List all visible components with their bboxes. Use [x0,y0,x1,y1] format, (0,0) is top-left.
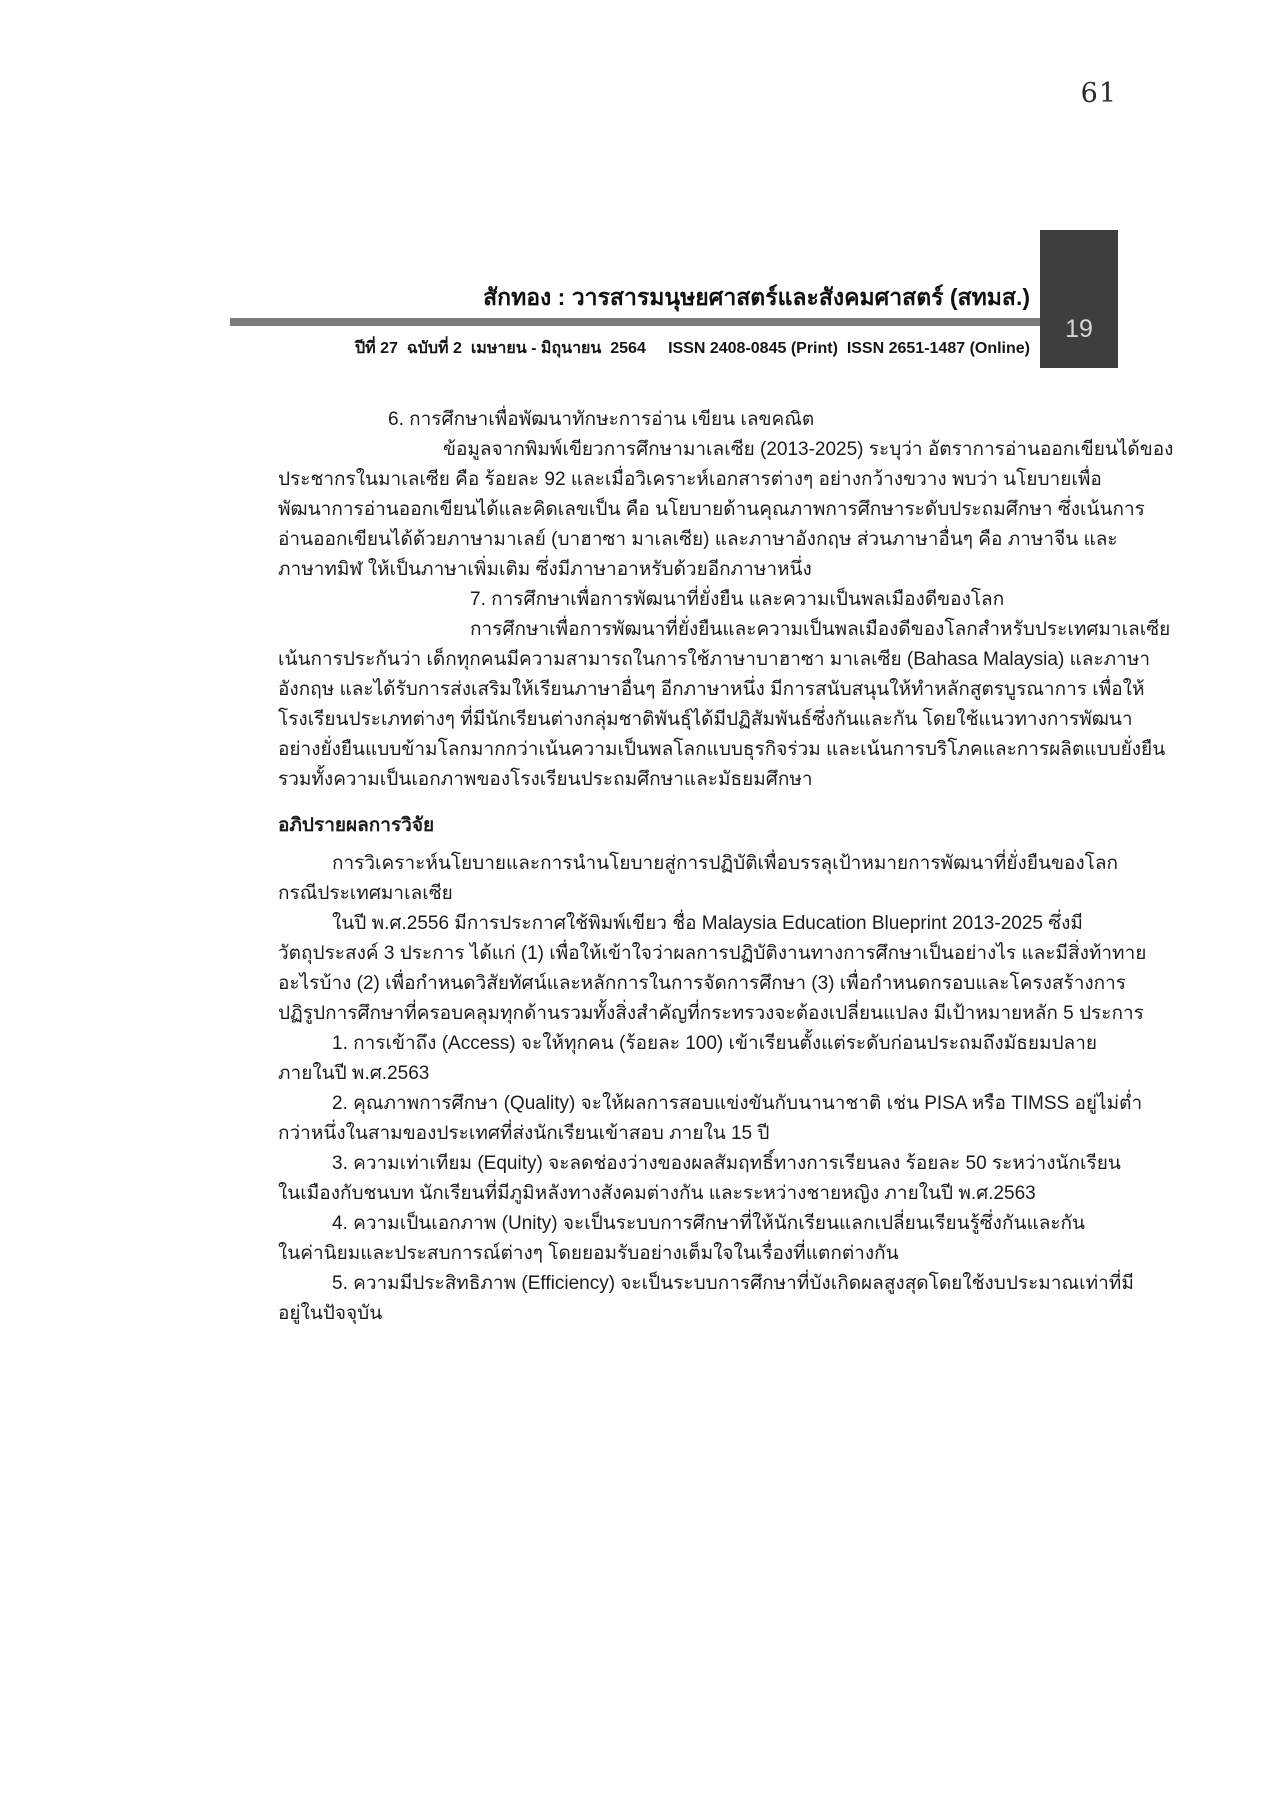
text-line: การศึกษาเพื่อการพัฒนาที่ยั่งยืนและความเป็นพลเมืองดีของโลกสำหรับประเทศมาเลเซีย [470,619,1171,640]
text-line: โรงเรียนประเภทต่างๆ ที่มีนักเรียนต่างกลุ่มชาติพันธุ์ได้มีปฏิสัมพันธ์ซึ่งกันและกัน โดยใช้แนวทางการพัฒนา [278,709,1133,730]
section-tab-number: 19 [1065,315,1093,343]
text-line: ในปี พ.ศ.2556 มีการประกาศใช้พิมพ์เขียว ชื่อ Malaysia Education Blueprint 2013-2025 ซึ่งมี [332,913,1083,934]
text-line: อย่างยั่งยืนแบบข้ามโลกมากกว่าเน้นความเป็นพลโลกแบบธุรกิจร่วม และเน้นการบริโภคและการผลิตแบบยั่งยืน [278,739,1166,760]
text-line: 5. ความมีประสิทธิภาพ (Efficiency) จะเป็นระบบการศึกษาที่บังเกิดผลสูงสุดโดยใช้งบประมาณเท่าที่มี [332,1273,1134,1294]
text-line: 7. การศึกษาเพื่อการพัฒนาที่ยั่งยืน และความเป็นพลเมืองดีของโลก [470,589,1005,610]
page-number: 61 [1080,78,1117,109]
text-line: อะไรบ้าง (2) เพื่อกำหนดวิสัยทัศน์และหลักการในการจัดการศึกษา (3) เพื่อกำหนดกรอบและโครงสร้างการ [278,973,1127,994]
text-line: ภายในปี พ.ศ.2563 [278,1063,430,1084]
header-divider [230,318,1040,326]
text-line: 6. การศึกษาเพื่อพัฒนาทักษะการอ่าน เขียน เลขคณิต [388,409,815,430]
text-line: อ่านออกเขียนได้ด้วยภาษามาเลย์ (บาฮาซา มาเลเซีย) และภาษาอังกฤษ ส่วนภาษาอื่นๆ คือ ภาษาจีน และ [278,529,1118,550]
text-line: รวมทั้งความเป็นเอกภาพของโรงเรียนประถมศึกษาและมัธยมศึกษา [278,769,813,790]
issue-info: ปีที่ 27 ฉบับที่ 2 เมษายน - มิถุนายน 2564 ISSN 2408-0845 (Print) ISSN 2651-1487 (Online) [354,340,1030,357]
section-heading: อภิปรายผลการวิจัย [278,815,435,836]
text-line: ภาษาทมิฬ ให้เป็นภาษาเพิ่มเติม ซึ่งมีภาษาอาหรับด้วยอีกภาษาหนึ่ง [278,559,812,580]
section-tab [1040,230,1118,368]
text-line: ในค่านิยมและประสบการณ์ต่างๆ โดยยอมรับอย่างเต็มใจในเรื่องที่แตกต่างกัน [278,1243,899,1264]
text-line: 3. ความเท่าเทียม (Equity) จะลดช่องว่างของผลสัมฤทธิ์ทางการเรียนลง ร้อยละ 50 ระหว่างนักเรียน [332,1153,1121,1174]
text-line: ประชากรในมาเลเซีย คือ ร้อยละ 92 และเมื่อวิเคราะห์เอกสารต่างๆ อย่างกว้างขวาง พบว่า นโยบายเพื่อ [278,469,1102,490]
text-line: ในเมืองกับชนบท นักเรียนที่มีภูมิหลังทางสังคมต่างกัน และระหว่างชายหญิง ภายในปี พ.ศ.2563 [278,1183,1036,1204]
text-line: การวิเคราะห์นโยบายและการนำนโยบายสู่การปฏิบัติเพื่อบรรลุเป้าหมายการพัฒนาที่ยั่งยืนของโลก [332,853,1118,874]
text-line: อังกฤษ และได้รับการส่งเสริมให้เรียนภาษาอื่นๆ อีกภาษาหนึ่ง มีการสนับสนุนให้ทำหลักสูตรบูรณาการ เพื่อให้ [278,679,1145,700]
text-line: 1. การเข้าถึง (Access) จะให้ทุกคน (ร้อยละ 100) เข้าเรียนตั้งแต่ระดับก่อนประถมถึงมัธยมปลาย [332,1033,1097,1054]
text-line: 2. คุณภาพการศึกษา (Quality) จะให้ผลการสอบแข่งขันกับนานาชาติ เช่น PISA หรือ TIMSS อยู่ไม่ต่ำ [332,1093,1143,1114]
text-line: ข้อมูลจากพิมพ์เขียวการศึกษามาเลเซีย (2013-2025) ระบุว่า อัตราการอ่านออกเขียนได้ของ [443,439,1174,460]
text-line: ปฏิรูปการศึกษาที่ครอบคลุมทุกด้านรวมทั้งสิ่งสำคัญที่กระทรวงจะต้องเปลี่ยนแปลง มีเป้าหมายหลัก 5 ประการ [278,1003,1144,1024]
text-line: เน้นการประกันว่า เด็กทุกคนมีความสามารถในการใช้ภาษาบาฮาซา มาเลเซีย (Bahasa Malaysia) และภาษา [278,649,1151,670]
text-line: พัฒนาการอ่านออกเขียนได้และคิดเลขเป็น คือ นโยบายด้านคุณภาพการศึกษาระดับประถมศึกษา ซึ่งเน้นการ [278,499,1145,520]
text-line: กว่าหนึ่งในสามของประเทศที่ส่งนักเรียนเข้าสอบ ภายใน 15 ปี [278,1123,770,1144]
text-line: อยู่ในปัจจุบัน [278,1303,383,1324]
text-line: 4. ความเป็นเอกภาพ (Unity) จะเป็นระบบการศึกษาที่ให้นักเรียนแลกเปลี่ยนเรียนรู้ซึ่งกันและกัน [332,1213,1086,1234]
journal-title: สักทอง : วารสารมนุษยศาสตร์และสังคมศาสตร์ (สทมส.) [483,284,1030,310]
article-body [278,405,1174,1329]
text-line: วัตถุประสงค์ 3 ประการ ได้แก่ (1) เพื่อให้เข้าใจว่าผลการปฏิบัติงานทางการศึกษาเป็นอย่างไร และมีสิ่งท้าทาย [278,943,1147,964]
text-line: กรณีประเทศมาเลเซีย [278,883,453,904]
